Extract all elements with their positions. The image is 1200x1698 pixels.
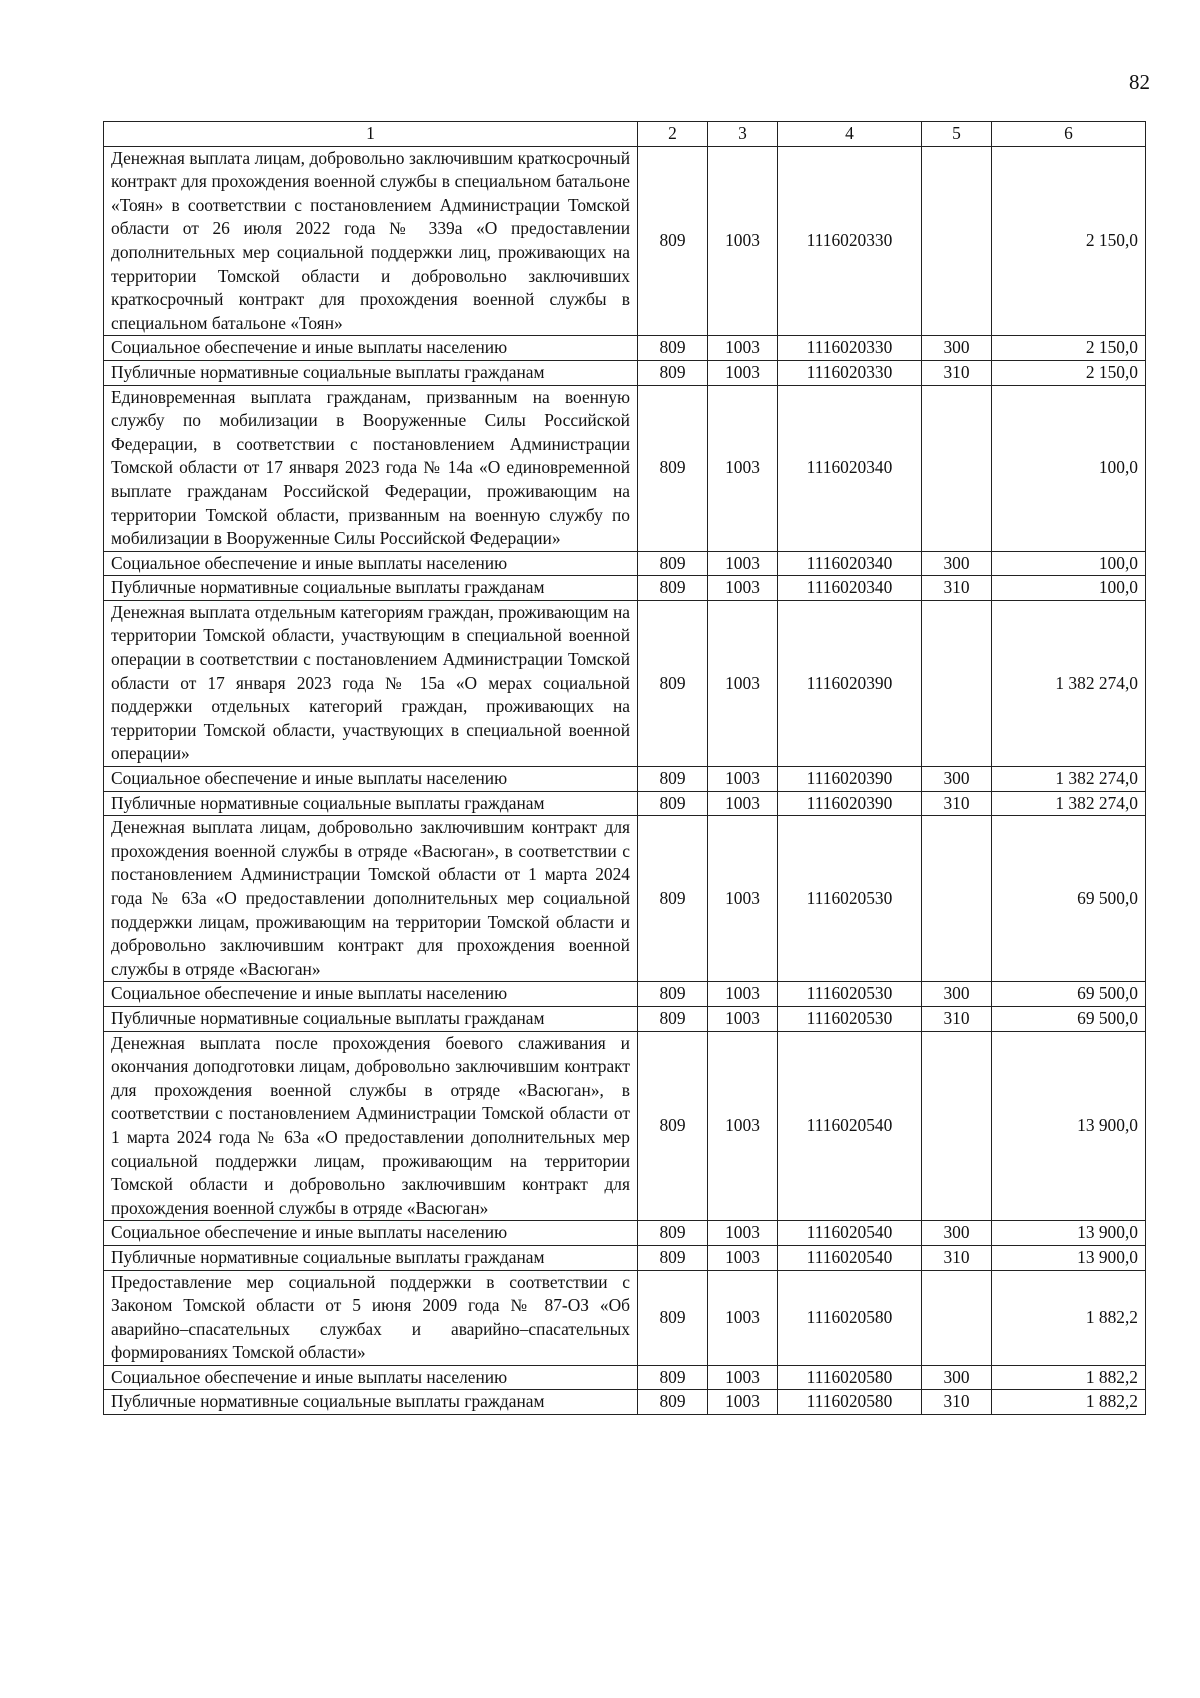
section-code-cell: 1003 xyxy=(708,767,778,792)
row-name-cell: Социальное обеспечение и иные выплаты населению xyxy=(104,767,638,792)
row-name-cell: Предоставление мер социальной поддержки в соответствии с Законом Томской области от 5 июня 2009 года № 87-ОЗ «Об аварийно–спасательных службах и аварийно–спасательных формированиях Томской области» xyxy=(104,1270,638,1365)
amount-cell: 2 150,0 xyxy=(992,146,1146,336)
amount-cell: 1 382 274,0 xyxy=(992,767,1146,792)
row-name-cell: Социальное обеспечение и иные выплаты населению xyxy=(104,1365,638,1390)
section-code-cell: 1003 xyxy=(708,576,778,601)
target-code-cell: 1116020540 xyxy=(778,1221,922,1246)
expense-type-cell: 300 xyxy=(922,1221,992,1246)
ministry-code-cell: 809 xyxy=(638,551,708,576)
table-row xyxy=(104,1390,1146,1415)
expense-type-cell xyxy=(922,816,992,982)
section-code-cell: 1003 xyxy=(708,816,778,982)
ministry-code-cell: 809 xyxy=(638,1365,708,1390)
budget-table xyxy=(103,121,1146,1415)
amount-cell: 100,0 xyxy=(992,551,1146,576)
row-name-cell: Денежная выплата лицам, добровольно заключившим краткосрочный контракт для прохождения военной службы в специальном батальоне «Тоян» в соответствии с постановлением Администрации Томской области от 26 июля 2022 года № 339а «О предоставлении дополнительных мер социальной поддержки лиц, проживающих на территории Томской области и добровольно заключивших краткосрочный контракт для прохождения военной службы в специальном батальоне «Тоян» xyxy=(104,146,638,336)
section-code-cell: 1003 xyxy=(708,982,778,1007)
ministry-code-cell: 809 xyxy=(638,816,708,982)
table-row xyxy=(104,336,1146,361)
ministry-code-cell: 809 xyxy=(638,576,708,601)
amount-cell: 13 900,0 xyxy=(992,1245,1146,1270)
row-name-cell: Социальное обеспечение и иные выплаты населению xyxy=(104,551,638,576)
target-code-cell: 1116020390 xyxy=(778,791,922,816)
expense-type-cell: 300 xyxy=(922,551,992,576)
target-code-cell: 1116020580 xyxy=(778,1390,922,1415)
table-row xyxy=(104,146,1146,336)
expense-type-cell xyxy=(922,1031,992,1221)
table-row xyxy=(104,791,1146,816)
amount-cell: 100,0 xyxy=(992,576,1146,601)
amount-cell: 69 500,0 xyxy=(992,1006,1146,1031)
table-row xyxy=(104,1221,1146,1246)
target-code-cell: 1116020340 xyxy=(778,576,922,601)
expense-type-cell: 300 xyxy=(922,982,992,1007)
amount-cell: 13 900,0 xyxy=(992,1221,1146,1246)
row-name-cell: Публичные нормативные социальные выплаты гражданам xyxy=(104,1245,638,1270)
ministry-code-cell: 809 xyxy=(638,146,708,336)
header-cell: 4 xyxy=(778,122,922,147)
ministry-code-cell: 809 xyxy=(638,1221,708,1246)
table-row xyxy=(104,816,1146,982)
row-name-cell: Социальное обеспечение и иные выплаты населению xyxy=(104,336,638,361)
section-code-cell: 1003 xyxy=(708,1270,778,1365)
row-name-cell: Социальное обеспечение и иные выплаты населению xyxy=(104,1221,638,1246)
header-row xyxy=(104,122,1146,147)
amount-cell: 13 900,0 xyxy=(992,1031,1146,1221)
section-code-cell: 1003 xyxy=(708,1221,778,1246)
amount-cell: 2 150,0 xyxy=(992,336,1146,361)
table-row xyxy=(104,600,1146,766)
target-code-cell: 1116020330 xyxy=(778,360,922,385)
ministry-code-cell: 809 xyxy=(638,1006,708,1031)
row-name-cell: Публичные нормативные социальные выплаты гражданам xyxy=(104,1390,638,1415)
amount-cell: 2 150,0 xyxy=(992,360,1146,385)
expense-type-cell: 310 xyxy=(922,1006,992,1031)
target-code-cell: 1116020340 xyxy=(778,385,922,551)
amount-cell: 1 882,2 xyxy=(992,1270,1146,1365)
page-number: 82 xyxy=(1129,70,1150,94)
ministry-code-cell: 809 xyxy=(638,1270,708,1365)
table-row xyxy=(104,982,1146,1007)
ministry-code-cell: 809 xyxy=(638,982,708,1007)
header-cell: 1 xyxy=(104,122,638,147)
table-row xyxy=(104,1031,1146,1221)
amount-cell: 69 500,0 xyxy=(992,816,1146,982)
expense-type-cell: 310 xyxy=(922,360,992,385)
target-code-cell: 1116020540 xyxy=(778,1031,922,1221)
ministry-code-cell: 809 xyxy=(638,1245,708,1270)
section-code-cell: 1003 xyxy=(708,1006,778,1031)
ministry-code-cell: 809 xyxy=(638,1031,708,1221)
header-cell: 2 xyxy=(638,122,708,147)
budget-table-body xyxy=(104,122,1146,1415)
row-name-cell: Публичные нормативные социальные выплаты гражданам xyxy=(104,576,638,601)
target-code-cell: 1116020530 xyxy=(778,1006,922,1031)
row-name-cell: Публичные нормативные социальные выплаты гражданам xyxy=(104,1006,638,1031)
table-row xyxy=(104,385,1146,551)
section-code-cell: 1003 xyxy=(708,551,778,576)
expense-type-cell: 300 xyxy=(922,767,992,792)
target-code-cell: 1116020580 xyxy=(778,1270,922,1365)
amount-cell: 100,0 xyxy=(992,385,1146,551)
row-name-cell: Публичные нормативные социальные выплаты гражданам xyxy=(104,791,638,816)
expense-type-cell: 300 xyxy=(922,1365,992,1390)
section-code-cell: 1003 xyxy=(708,360,778,385)
expense-type-cell: 310 xyxy=(922,1390,992,1415)
section-code-cell: 1003 xyxy=(708,600,778,766)
row-name-cell: Денежная выплата после прохождения боевого слаживания и окончания доподготовки лицам, добровольно заключившим контракт для прохождения военной службы в отряде «Васюган», в соответствии с постановлением Администрации Томской области от 1 марта 2024 года № 63а «О предоставлении дополнительных мер социальной поддержки лицам, проживающим на территории Томской области и добровольно заключившим контракт для прохождения военной службы в отряде «Васюган» xyxy=(104,1031,638,1221)
expense-type-cell: 310 xyxy=(922,576,992,601)
row-name-cell: Социальное обеспечение и иные выплаты населению xyxy=(104,982,638,1007)
target-code-cell: 1116020330 xyxy=(778,146,922,336)
header-cell: 3 xyxy=(708,122,778,147)
section-code-cell: 1003 xyxy=(708,336,778,361)
expense-type-cell: 300 xyxy=(922,336,992,361)
target-code-cell: 1116020530 xyxy=(778,982,922,1007)
target-code-cell: 1116020340 xyxy=(778,551,922,576)
ministry-code-cell: 809 xyxy=(638,600,708,766)
target-code-cell: 1116020390 xyxy=(778,600,922,766)
section-code-cell: 1003 xyxy=(708,146,778,336)
expense-type-cell: 310 xyxy=(922,791,992,816)
table-row xyxy=(104,767,1146,792)
amount-cell: 1 882,2 xyxy=(992,1390,1146,1415)
header-cell: 6 xyxy=(992,122,1146,147)
expense-type-cell xyxy=(922,146,992,336)
section-code-cell: 1003 xyxy=(708,1031,778,1221)
section-code-cell: 1003 xyxy=(708,1365,778,1390)
amount-cell: 1 382 274,0 xyxy=(992,600,1146,766)
expense-type-cell xyxy=(922,1270,992,1365)
ministry-code-cell: 809 xyxy=(638,360,708,385)
section-code-cell: 1003 xyxy=(708,385,778,551)
expense-type-cell xyxy=(922,385,992,551)
ministry-code-cell: 809 xyxy=(638,791,708,816)
target-code-cell: 1116020330 xyxy=(778,336,922,361)
expense-type-cell: 310 xyxy=(922,1245,992,1270)
ministry-code-cell: 809 xyxy=(638,1390,708,1415)
amount-cell: 1 882,2 xyxy=(992,1365,1146,1390)
table-row xyxy=(104,1365,1146,1390)
expense-type-cell xyxy=(922,600,992,766)
section-code-cell: 1003 xyxy=(708,791,778,816)
table-row xyxy=(104,360,1146,385)
amount-cell: 69 500,0 xyxy=(992,982,1146,1007)
section-code-cell: 1003 xyxy=(708,1390,778,1415)
table-row xyxy=(104,1006,1146,1031)
table-row xyxy=(104,1245,1146,1270)
ministry-code-cell: 809 xyxy=(638,385,708,551)
section-code-cell: 1003 xyxy=(708,1245,778,1270)
target-code-cell: 1116020390 xyxy=(778,767,922,792)
row-name-cell: Публичные нормативные социальные выплаты гражданам xyxy=(104,360,638,385)
ministry-code-cell: 809 xyxy=(638,767,708,792)
target-code-cell: 1116020540 xyxy=(778,1245,922,1270)
table-row xyxy=(104,551,1146,576)
table-row xyxy=(104,576,1146,601)
row-name-cell: Единовременная выплата гражданам, призванным на военную службу по мобилизации в Вооруженные Силы Российской Федерации, в соответствии с постановлением Администрации Томской области от 17 января 2023 года № 14а «О единовременной выплате гражданам Российской Федерации, проживающим на территории Томской области, призванным на военную службу по мобилизации в Вооруженные Силы Российской Федерации» xyxy=(104,385,638,551)
row-name-cell: Денежная выплата лицам, добровольно заключившим контракт для прохождения военной службы в отряде «Васюган», в соответствии с постановлением Администрации Томской области от 1 марта 2024 года № 63а «О предоставлении дополнительных мер социальной поддержки лицам, проживающим на территории Томской области и добровольно заключившим контракт для прохождения военной службы в отряде «Васюган» xyxy=(104,816,638,982)
target-code-cell: 1116020580 xyxy=(778,1365,922,1390)
table-row xyxy=(104,1270,1146,1365)
amount-cell: 1 382 274,0 xyxy=(992,791,1146,816)
header-cell: 5 xyxy=(922,122,992,147)
ministry-code-cell: 809 xyxy=(638,336,708,361)
row-name-cell: Денежная выплата отдельным категориям граждан, проживающим на территории Томской области, участвующим в специальной военной операции в соответствии с постановлением Администрации Томской области от 17 января 2023 года № 15а «О мерах социальной поддержки отдельных категорий граждан, проживающих на территории Томской области, участвующих в специальной военной операции» xyxy=(104,600,638,766)
target-code-cell: 1116020530 xyxy=(778,816,922,982)
